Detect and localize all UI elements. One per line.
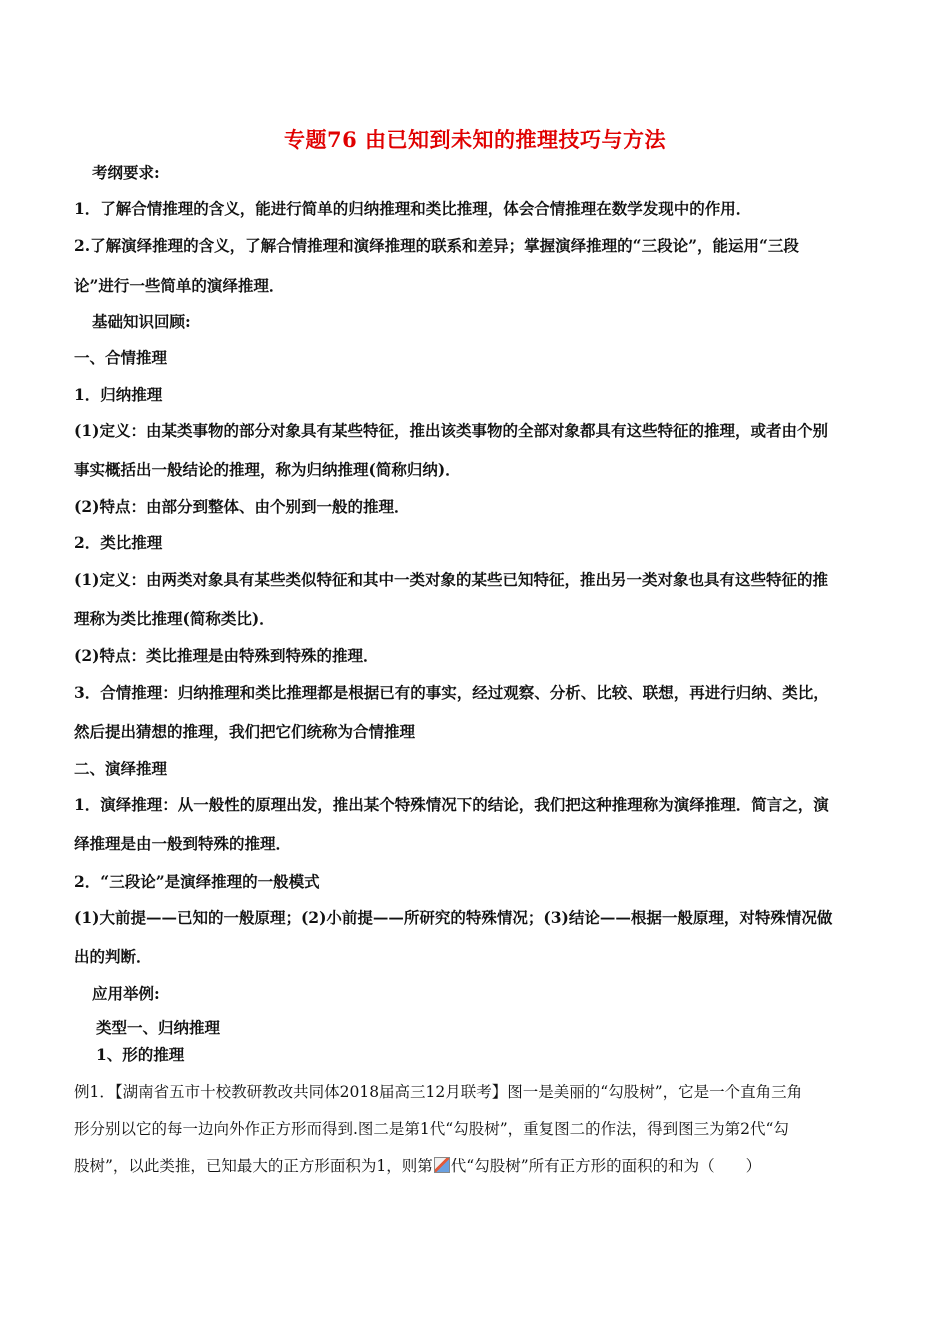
section-1-2-feature: (2)特点：类比推理是由特殊到特殊的推理． — [74, 646, 379, 665]
section-1-1-heading: 1．归纳推理 — [74, 385, 163, 404]
section-2-1-line-1: 1．演绎推理：从一般性的原理出发，推出某个特殊情况下的结论，我们把这种推理称为演绎推理．简言之，演 — [74, 795, 829, 814]
section-1-3-line-2: 然后提出猜想的推理，我们把它们统称为合情推理 — [74, 722, 416, 741]
section-1-1-definition-line-1: (1)定义：由某类事物的部分对象具有某些特征，推出该类事物的全部对象都具有这些特征的推理，或者由个别 — [74, 421, 828, 440]
example-1-line-3 — [74, 1155, 894, 1177]
outline-heading: 考纲要求: — [92, 163, 160, 182]
type-1-heading: 类型一、归纳推理 — [96, 1018, 221, 1037]
section-1-1-definition-line-2: 事实概括出一般结论的推理，称为归纳推理(简称归纳)． — [74, 460, 461, 479]
section-1-3-line-1: 3．合情推理：归纳推理和类比推理都是根据已有的事实，经过观察、分析、比较、联想，再进行归纳、类比， — [74, 683, 829, 702]
section-2-1-line-2: 绎推理是由一般到特殊的推理． — [74, 834, 292, 853]
section-2-2-detail-line-2: 出的判断． — [74, 947, 152, 966]
section-2-heading: 二、演绎推理 — [74, 759, 168, 778]
section-2-2-detail-line-1: (1)大前提——已知的一般原理；(2)小前提——所研究的特殊情况；(3)结论——根据一般原理，对特殊情况做 — [74, 908, 833, 927]
outline-item-1: 1．了解合情推理的含义，能进行简单的归纳推理和类比推理，体会合情推理在数学发现中的作用． — [74, 199, 752, 218]
section-1-2-definition-line-1: (1)定义：由两类对象具有某些类似特征和其中一类对象的某些已知特征，推出另一类对象也具有这些特征的推 — [74, 570, 828, 589]
embedded-formula-image-icon — [434, 1157, 450, 1173]
example-1-line-2: 形分别以它的每一边向外作正方形而得到.图二是第1代“勾股树”，重复图二的作法，得到图三为第2代“勾 — [74, 1120, 789, 1138]
example-1-line-3-part-b: 代“勾股树”所有正方形的面积的和为（ ） — [450, 1157, 762, 1175]
section-1-2-definition-line-2: 理称为类比推理(简称类比)． — [74, 609, 275, 628]
example-1-line-1: 例1．【湖南省五市十校教研教改共同体2018届高三12月联考】图一是美丽的“勾股树”，它是一个直角三角 — [74, 1083, 803, 1101]
type-1-1-heading: 1、形的推理 — [96, 1045, 185, 1064]
review-heading: 基础知识回顾: — [92, 312, 191, 331]
outline-item-2-line-1: 2.了解演绎推理的含义，了解合情推理和演绎推理的联系和差异；掌握演绎推理的“三段论”，能运用“三段 — [74, 236, 799, 255]
example-1-line-3-part-a: 股树”，以此类推，已知最大的正方形面积为1，则第 — [74, 1157, 433, 1175]
section-1-1-feature: (2)特点：由部分到整体、由个别到一般的推理． — [74, 497, 410, 516]
section-1-2-heading: 2．类比推理 — [74, 533, 163, 552]
section-1-heading: 一、合情推理 — [74, 348, 168, 367]
section-2-2-heading: 2．“三段论”是演绎推理的一般模式 — [74, 872, 320, 891]
outline-item-2-line-2: 论”进行一些简单的演绎推理． — [74, 276, 285, 295]
document-title: 专题76 由已知到未知的推理技巧与方法 — [283, 127, 667, 152]
examples-heading: 应用举例: — [92, 984, 160, 1003]
